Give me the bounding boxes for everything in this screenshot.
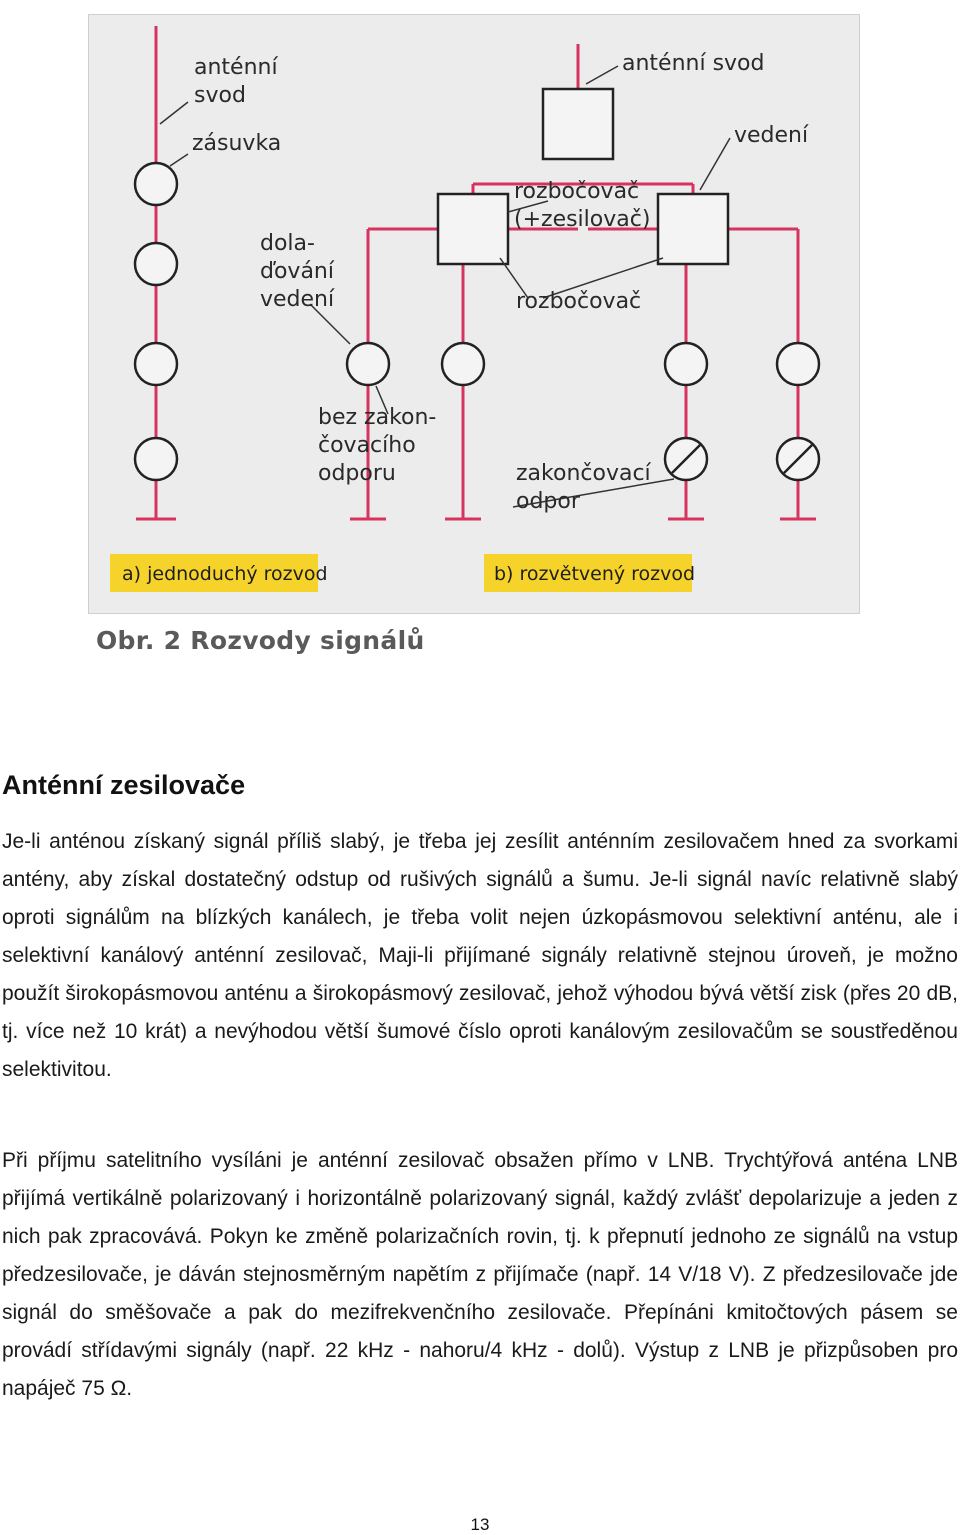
signal-distribution-diagram (88, 14, 860, 614)
label-terminator: odpor (516, 489, 580, 514)
splitter-box-right (658, 194, 728, 264)
socket-icon (135, 243, 177, 285)
socket-icon (442, 343, 484, 385)
label-trimming-line: ďování (260, 259, 334, 284)
tag-simple-distribution-text: a) jednoduchý rozvod (122, 563, 328, 585)
label-trimming-line: dola- (260, 231, 315, 256)
label-no-terminator: odporu (318, 461, 396, 486)
socket-icon (135, 343, 177, 385)
section-title: Anténní zesilovače (2, 770, 246, 800)
paragraph: Je-li anténou získaný signál příliš slabý, je třeba jej zesílit anténním zesilovačem hned za svorkami antény, aby získal dostatečný odstup od rušivých signálů a šumu. Je-li signál navíc relativně slabý oproti signálům na blízkých kanálech, je třeba volit nejen úzkopásmovou selektivní anténu, ale i selektivní kanálový anténní zesilovač, Maji-li přijímané signály relativně stejnou úroveň, je možno použít širokopásmovou anténu a širokopásmový zesilovač, jehož výhodou bývá větší zisk (přes 20 dB, tj. více než 10 krát) a nevýhodou větší šumové číslo oproti kanálovým zesilovačům se soustředěnou selektivitou. (2, 830, 958, 1081)
page-number: 13 (470, 1515, 490, 1534)
label-antenna-lead-right: anténní svod (622, 51, 765, 76)
splitter-box-left (438, 194, 508, 264)
socket-icon (777, 343, 819, 385)
splitter-amplifier-box (543, 89, 613, 159)
label-splitter-amplifier: (+zesilovač) (514, 207, 651, 232)
label-no-terminator: bez zakon- (318, 405, 437, 430)
label-splitter-amplifier: rozbočovač (514, 179, 640, 204)
label-trimming-line: vedení (260, 287, 335, 312)
socket-icon (135, 438, 177, 480)
paragraph: Při příjmu satelitního vysíláni je anténní zesilovač obsažen přímo v LNB. Trychtýřová anténa LNB přijímá vertikálně polarizovaný i horizontálně polarizovaný signál, každý zvlášť depolarizuje a jeden z nich pak zpracovává. Pokyn ke změně polarizačních rovin, tj. k přepnutí jednoho ze signálů na vstup předzesilovače, je dáván stejnosměrným napětím z přijímače (např. 14 V/18 V). Z předzesilovače jde signál do směšovače a pak do mezifrekvenčního zesilovače. Přepínáni kmitočtových pásem se provádí střídavými signály (např. 22 kHz - nahoru/4 kHz - dolů). Výstup z LNB je přizpůsoben pro napáječ 75 Ω. (2, 1149, 958, 1400)
socket-icon (665, 343, 707, 385)
label-no-terminator: čovacího (318, 433, 416, 458)
tag-branched-distribution-text: b) rozvětvený rozvod (494, 563, 696, 585)
socket-icon (347, 343, 389, 385)
label-antenna-lead-left: anténní (194, 55, 278, 80)
label-line-right: vedení (734, 123, 809, 148)
label-socket: zásuvka (192, 131, 282, 156)
label-terminator: zakončovací (516, 461, 651, 486)
figure-caption: Obr. 2 Rozvody signálů (96, 626, 425, 655)
label-splitter: rozbočovač (516, 289, 642, 314)
label-antenna-lead-left: svod (194, 83, 246, 108)
socket-icon (135, 163, 177, 205)
